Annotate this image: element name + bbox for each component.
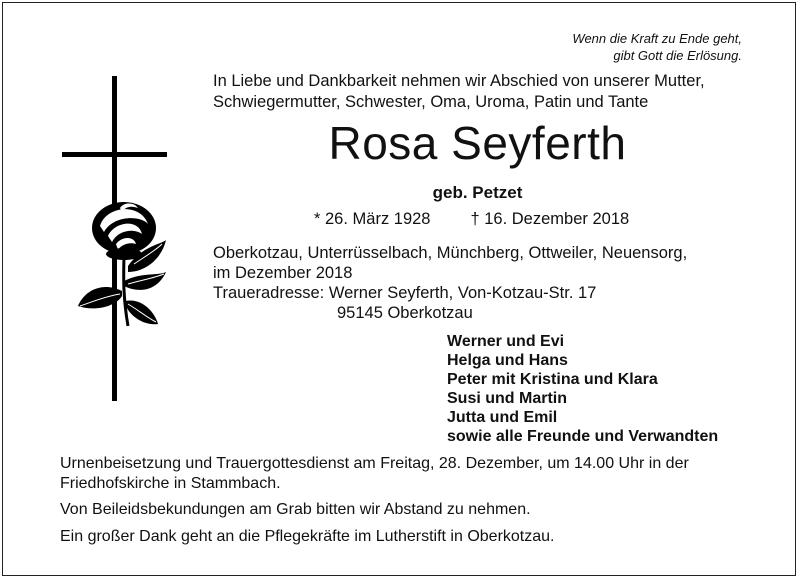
deceased-name: Rosa Seyferth xyxy=(328,117,627,169)
birth-name: geb. Petzet xyxy=(432,183,523,202)
places-line-1: Oberkotzau, Unterrüsselbach, Münchberg, Ottweiler, Neuensorg, xyxy=(213,244,688,262)
family-member: sowie alle Freunde und Verwandten xyxy=(447,428,719,445)
life-dates xyxy=(314,210,629,229)
family-member: Susi und Martin xyxy=(447,390,567,407)
family-member: Peter mit Kristina und Klara xyxy=(447,371,658,388)
funeral-notice xyxy=(60,454,689,494)
address-line-1: Traueradresse: Werner Seyferth, Von-Kotzau-Str. 17 xyxy=(213,284,597,302)
motto xyxy=(572,30,742,64)
birth-date: * 26. März 1928 xyxy=(314,210,431,228)
funeral-line-2: Friedhofskirche in Stammbach. xyxy=(60,475,281,492)
intro-text xyxy=(213,71,705,113)
address-line-2: 95145 Oberkotzau xyxy=(337,304,473,322)
mourning-address xyxy=(213,283,596,323)
death-date: † 16. Dezember 2018 xyxy=(470,210,630,228)
family-list xyxy=(447,332,718,446)
condolence-notice: Von Beileidsbekundungen am Grab bitten wir Abstand zu nehmen. xyxy=(60,501,531,518)
funeral-line-1: Urnenbeisetzung und Trauergottesdienst am Freitag, 28. Dezember, um 14.00 Uhr in der xyxy=(60,455,689,472)
family-member: Werner und Evi xyxy=(447,333,565,350)
motto-line-2: gibt Gott die Erlösung. xyxy=(613,48,742,63)
rose-icon xyxy=(78,202,166,326)
places-text xyxy=(213,243,687,283)
thanks-notice: Ein großer Dank geht an die Pflegekräfte im Lutherstift in Oberkotzau. xyxy=(60,528,555,545)
family-member: Jutta und Emil xyxy=(447,409,558,426)
places-line-2: im Dezember 2018 xyxy=(213,264,353,282)
intro-line-1: In Liebe und Dankbarkeit nehmen wir Abschied von unserer Mutter, xyxy=(213,72,705,90)
family-member: Helga und Hans xyxy=(447,352,568,369)
motto-line-1: Wenn die Kraft zu Ende geht, xyxy=(572,31,742,46)
intro-line-2: Schwiegermutter, Schwester, Oma, Uroma, Patin und Tante xyxy=(213,93,649,111)
